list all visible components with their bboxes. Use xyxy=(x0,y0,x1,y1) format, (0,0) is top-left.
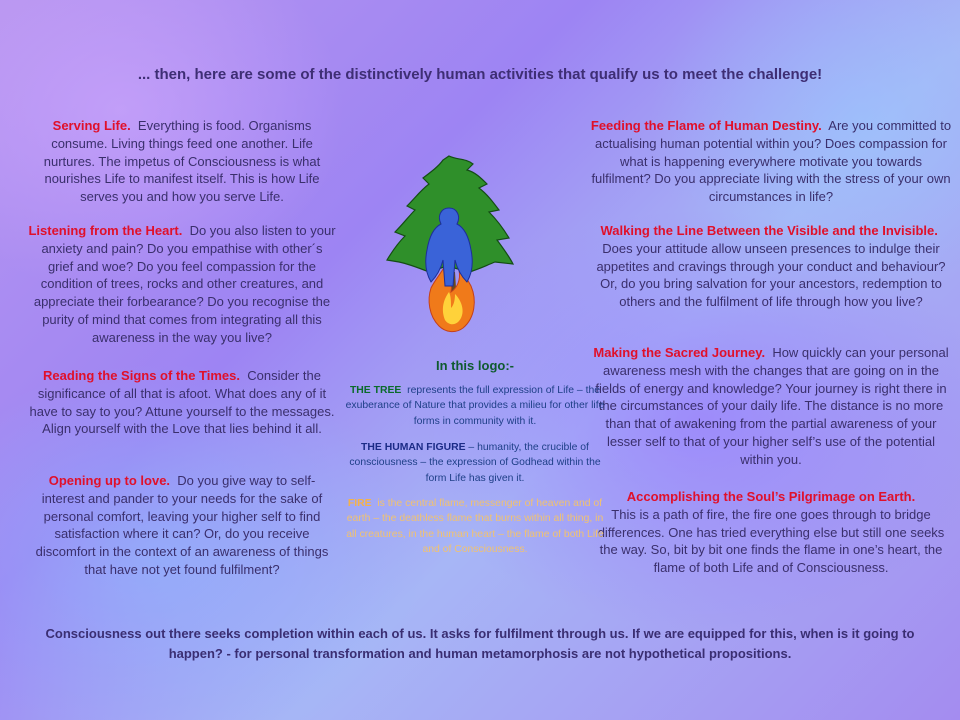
block-title: Serving Life. xyxy=(52,118,131,133)
block-title: Feeding the Flame of Human Destiny. xyxy=(590,118,822,133)
logo-caption-title: In this logo:- xyxy=(436,358,514,373)
human-label: THE HUMAN FIGURE xyxy=(361,442,466,453)
reading-signs-block xyxy=(28,367,336,438)
block-body: Do you give way to self-interest and pander to your needs for the sake of personal comfort, leaving your higher self to find satisfaction where it can? Or, do you receive discomfort in the context of an awareness of things that have not yet found fulfilment? xyxy=(35,473,329,577)
block-title: Reading the Signs of the Times. xyxy=(43,368,240,383)
block-body: How quickly can your personal awareness mesh with the changes that are going on in the fields of energy and knowledge? Your journey is right there in the circumstances of your daily life. The distance is no more than that of awakening from the partial awareness of your lesser self to that of your higher self’s use of the potential within you. xyxy=(595,345,949,467)
block-body: Do you also listen to your anxiety and pain? Do you empathise with other´s grief and woe? Do you feel compassion for the condition of trees, rocks and other creatures, and appreciate their forbearance? Do you recognise the purity of mind that comes from integrating all this awareness in the way you live? xyxy=(33,223,336,345)
block-title: Listening from the Heart. xyxy=(28,223,183,238)
page-header: ... then, here are some of the distinctively human activities that qualify us to meet the challenge! xyxy=(137,66,823,83)
tree-caption xyxy=(344,383,606,429)
block-title: Opening up to love. xyxy=(48,473,171,488)
block-title: Accomplishing the Soul’s Pilgrimage on Earth. xyxy=(626,489,916,504)
fire-text: is the central flame, messenger of heaven and of earth – the deathless flame that burns within all thing, in all creatures, in the human heart – the flame of both Life and of Consciousness. xyxy=(346,498,604,556)
tree-label: THE TREE xyxy=(349,385,402,396)
human-caption xyxy=(344,440,606,486)
serving-life-block xyxy=(28,117,336,206)
sacred-journey-block xyxy=(590,344,952,469)
soul-pilgrimage-block xyxy=(590,488,952,577)
fire-label: FIRE xyxy=(347,498,372,509)
block-body: Everything is food. Organisms consume. Living things feed one another. Life nurtures. The impetus of Consciousness is what nourishes Life to manifest itself. This is how Life serves you and how you serve Life. xyxy=(43,118,321,205)
block-body: This is a path of fire, the fire one goes through to bridge differences. One has tried everything else but still one seeks the way. So, bit by bit one finds the flame in one’s heart, the flame of both Life and of Consciousness. xyxy=(597,506,945,576)
listening-heart-block xyxy=(28,222,336,347)
page-footer: Consciousness out there seeks completion within each of us. It asks for fulfilment through us. If we are equipped for this, when is it going to happen? - for personal transformation and human metamorphosis are not hypothetical propositions. xyxy=(45,626,915,661)
fire-caption xyxy=(344,496,606,558)
feeding-flame-block xyxy=(590,117,952,206)
opening-love-block xyxy=(28,472,336,579)
block-title: Making the Sacred Journey. xyxy=(593,345,766,360)
human-text: – humanity, the crucible of consciousness – the expression of Godhead within the form Life has given it. xyxy=(349,442,601,484)
block-title: Walking the Line Between the Visible and the Invisible. xyxy=(600,223,938,238)
block-body: Consider the significance of all that is afoot. What does any of it have to say to you? Attune yourself to the messages. Align yourself with the Love that lies behind it all. xyxy=(29,368,335,437)
block-body: Does your attitude allow unseen presences to indulge their appetites and cravings through your conduct and behaviour? Or, do you bring salvation for your ancestors, redemption to others and the fulfilment of life through how you live? xyxy=(596,240,946,310)
walking-line-block xyxy=(590,222,952,311)
block-body: Are you committed to actualising human potential within you? Does compassion for what is happening everywhere motivate you towards fulfilment? Do you appreciate living with the stress of your own circumstances in life? xyxy=(591,118,952,205)
tree-logo-image xyxy=(383,154,515,338)
tree-text: represents the full expression of Life – the exuberance of Nature that provides a milieu for other life forms in community with it. xyxy=(345,385,605,427)
